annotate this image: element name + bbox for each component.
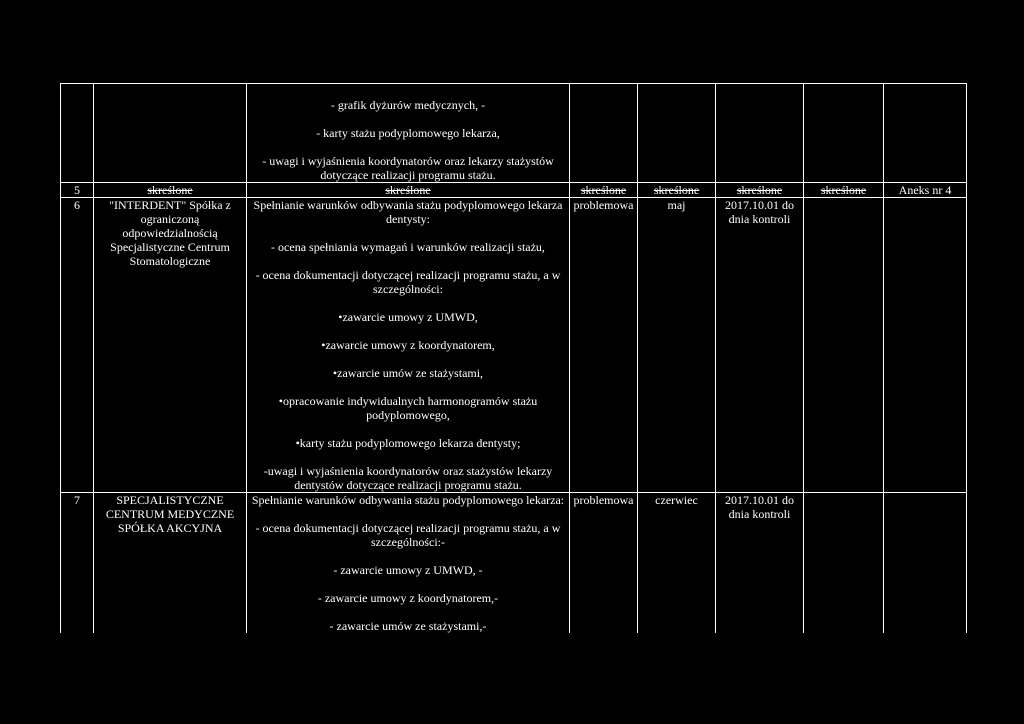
cell-col7 <box>804 84 884 183</box>
cell-no: 5 <box>61 183 94 198</box>
cell-col8 <box>884 84 967 183</box>
table-row-6 <box>61 198 967 493</box>
desc-line: - ocena dokumentacji dotyczącej realizacji programu stażu, a w szczególności:- <box>255 521 561 549</box>
cell-type <box>570 84 638 183</box>
desc-title: Spełnianie warunków odbywania stażu podyplomowego lekarza dentysty: <box>253 198 563 226</box>
cell-col7 <box>804 493 884 634</box>
table-row-continuation <box>61 84 967 183</box>
cell-type: problemowa <box>570 493 638 634</box>
desc-line: - ocena dokumentacji dotyczącej realizacji programu stażu, a w szczególności: <box>255 268 561 296</box>
cell-no <box>61 84 94 183</box>
desc-item: - zawarcie umowy z UMWD, - <box>333 563 483 577</box>
cell-date: 2017.10.01 do dnia kontroli <box>716 198 804 493</box>
desc-line: - grafik dyżurów medycznych, - <box>330 98 486 112</box>
cell-no: 6 <box>61 198 94 493</box>
cell-date <box>716 84 804 183</box>
cell-description <box>247 493 570 634</box>
cell-month: skreślone <box>638 183 716 198</box>
cell-date: skreślone <box>716 183 804 198</box>
desc-item: - zawarcie umów ze stażystami,- <box>329 619 487 633</box>
cell-description: skreślone <box>247 183 570 198</box>
cell-type: problemowa <box>570 198 638 493</box>
cell-col8 <box>884 493 967 634</box>
cell-month: maj <box>638 198 716 493</box>
cell-col8 <box>884 198 967 493</box>
cell-name: skreślone <box>94 183 247 198</box>
desc-item: - zawarcie umowy z koordynatorem,- <box>317 591 499 605</box>
cell-col8: Aneks nr 4 <box>884 183 967 198</box>
cell-description <box>247 198 570 493</box>
cell-no: 7 <box>61 493 94 634</box>
table-row-7 <box>61 493 967 634</box>
cell-name <box>94 84 247 183</box>
table-row-5 <box>61 183 967 198</box>
bullet-item: • zawarcie umowy z UMWD, <box>249 310 567 324</box>
cell-month <box>638 84 716 183</box>
control-plan-table <box>60 83 967 633</box>
desc-line: - karty stażu podyplomowego lekarza, <box>316 126 500 140</box>
bullet-item: • zawarcie umowy z koordynatorem, <box>249 338 567 352</box>
desc-line: - ocena spełniania wymagań i warunków realizacji stażu, <box>271 240 545 254</box>
bullet-item: • zawarcie umów ze stażystami, <box>249 366 567 380</box>
cell-description <box>247 84 570 183</box>
cell-date: 2017.10.01 do dnia kontroli <box>716 493 804 634</box>
bullet-item: • karty stażu podyplomowego lekarza dentysty; <box>249 436 567 450</box>
bullet-item: • opracowanie indywidualnych harmonogramów stażu podyplomowego, <box>249 394 567 422</box>
cell-name: SPECJALISTYCZNE CENTRUM MEDYCZNE SPÓŁKA AKCYJNA <box>94 493 247 634</box>
cell-month: czerwiec <box>638 493 716 634</box>
cell-name: "INTERDENT" Spółka z ograniczoną odpowiedzialnością Specjalistyczne Centrum Stomatologiczne <box>94 198 247 493</box>
cell-type: skreślone <box>570 183 638 198</box>
cell-col7 <box>804 198 884 493</box>
desc-line: - uwagi i wyjaśnienia koordynatorów oraz lekarzy stażystów dotyczące realizacji programu stażu. <box>262 154 554 182</box>
desc-line: -uwagi i wyjaśnienia koordynatorów oraz stażystów lekarzy dentystów dotyczące realizacji programu stażu. <box>263 464 553 492</box>
cell-col7: skreślone <box>804 183 884 198</box>
desc-title: Spełnianie warunków odbywania stażu podyplomowego lekarza: <box>251 493 565 507</box>
